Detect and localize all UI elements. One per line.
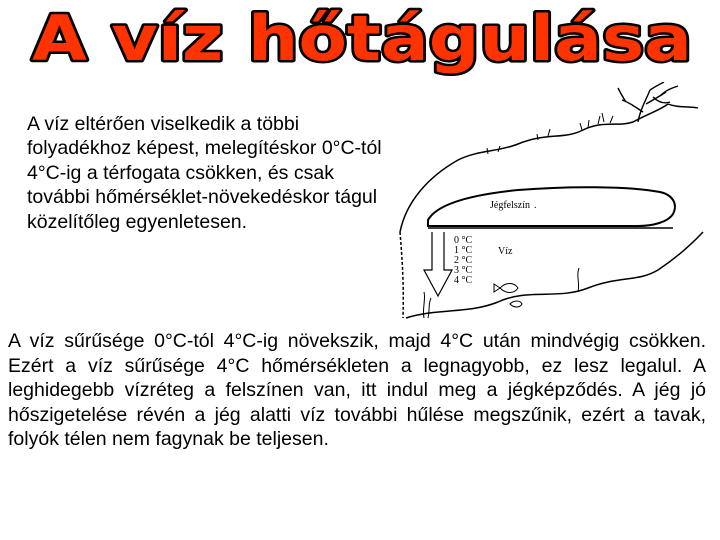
- body-paragraph: A víz sűrűsége 0°C-tól 4°C-ig növekszik, majd 4°C után mindvégig csökken. Ezért a víz sűrűsége 4°C hőmérsékleten a legnagyobb, ez lesz legalul. A leghidegebb vízréteg a felszínen van, itt indul meg a jégképződés. A jég jó hőszigetelése révén a jég alatti víz további hűlése megszűnik, ezért a tavak, folyók télen nem fagynak be teljesen.: [8, 330, 706, 451]
- temp-3-label: 3 °C: [454, 265, 473, 276]
- title-wordart: [0, 0, 720, 80]
- intro-paragraph: A víz eltérően viselkedik a többi folyadékhoz képest, melegítéskor 0°C-tól 4°C-ig a térfogata csökken, és csak további hőmérséklet-növekedéskor tágul közelítőleg egyenletesen.: [27, 113, 382, 233]
- water-label: Víz: [498, 246, 513, 257]
- ice-label-dot: .: [534, 200, 537, 211]
- lake-diagram: [398, 82, 708, 322]
- shrub-icon: [618, 82, 698, 122]
- temp-0-label: 0 °C: [454, 235, 473, 246]
- temp-4-label: 4 °C: [454, 275, 473, 286]
- title-text: A víz hőtágulása: [32, 2, 692, 75]
- page-title: [0, 0, 720, 80]
- lake-bank-left: [400, 232, 403, 318]
- ice-surface-label: Jégfelszín: [490, 200, 530, 211]
- lake-bottom: [406, 232, 703, 318]
- temperature-arrow: [424, 232, 452, 296]
- lake-diagram-svg: [398, 82, 708, 322]
- temp-1-label: 1 °C: [454, 245, 473, 256]
- temp-2-label: 2 °C: [454, 255, 473, 266]
- ice-sheet: [428, 187, 675, 226]
